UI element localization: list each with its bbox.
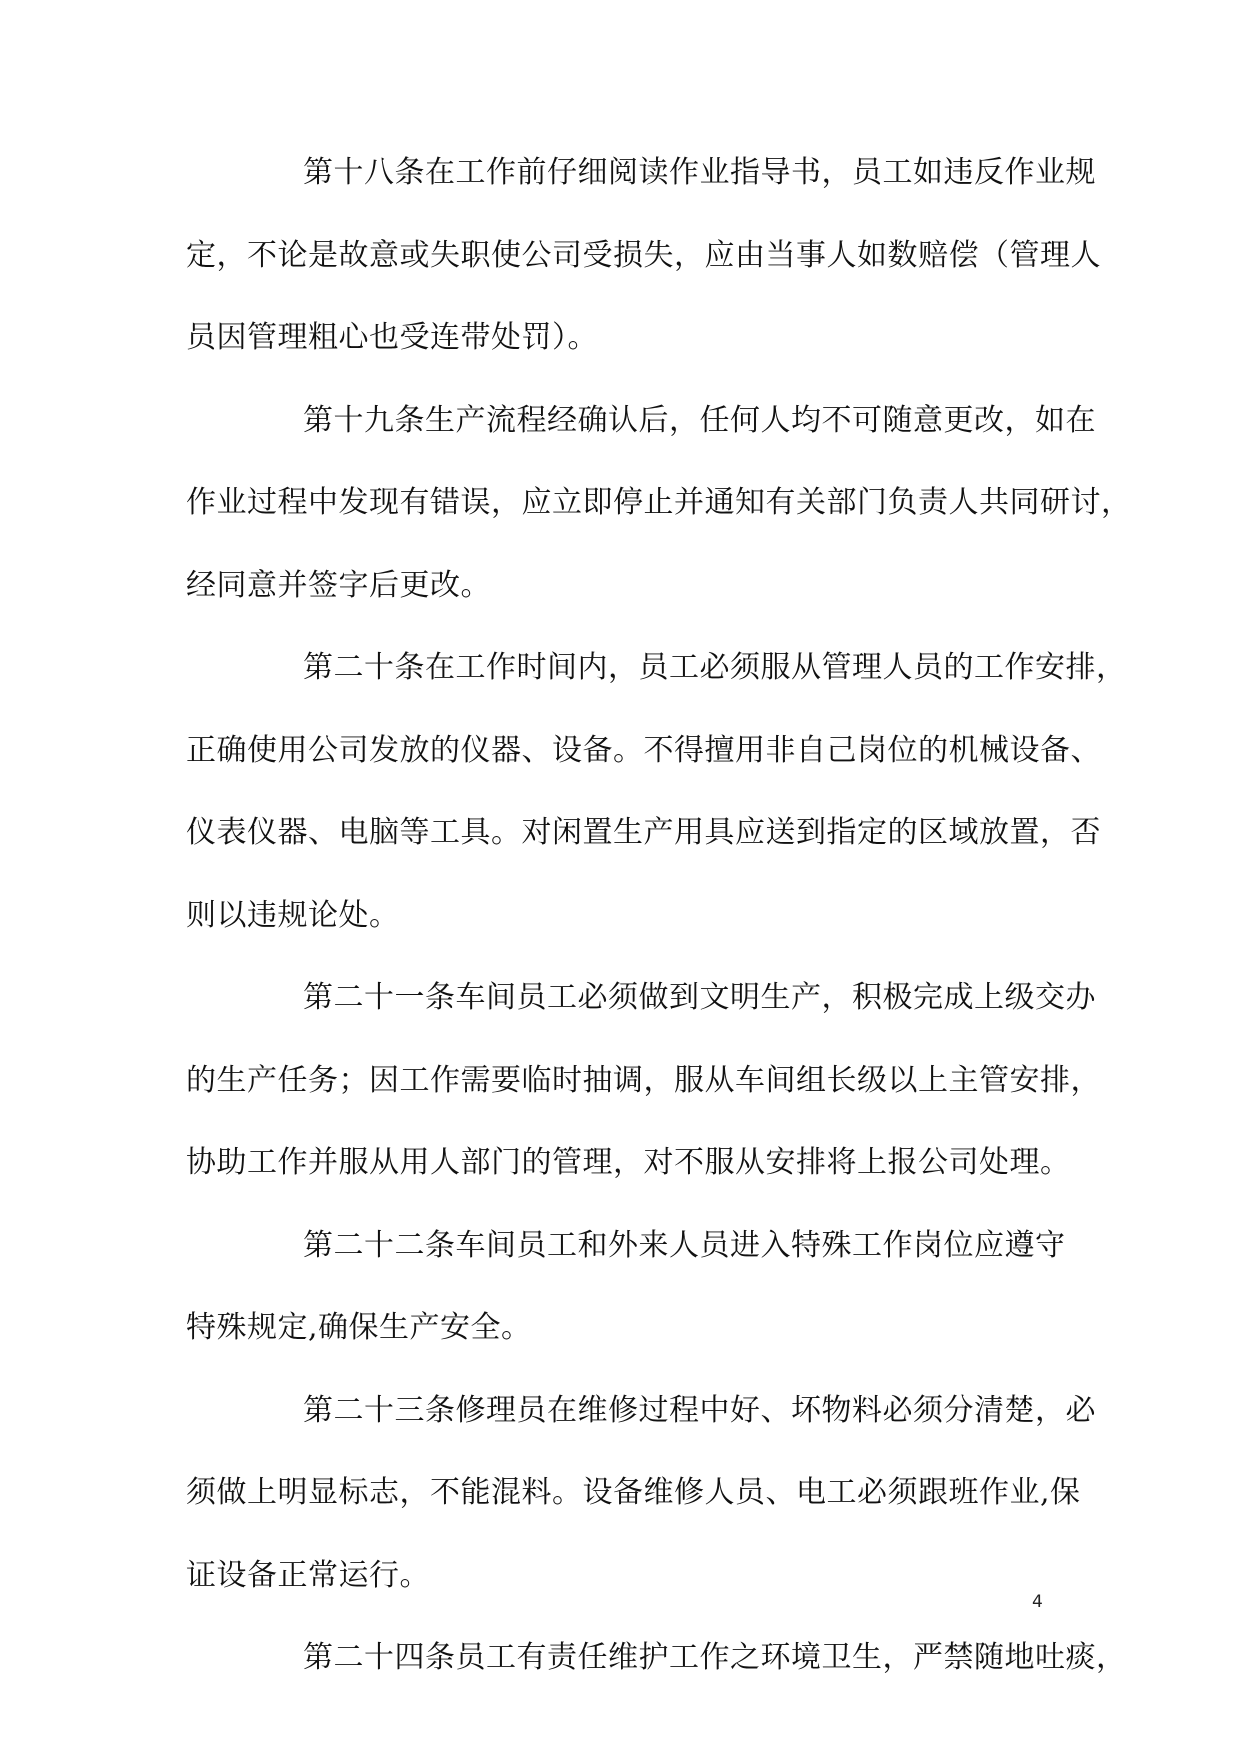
article-21-line-3: 协助工作并服从用人部门的管理，对不服从安排将上报公司处理。 — [186, 1145, 1071, 1180]
article-18-line-1: 第十八条在工作前仔细阅读作业指导书，员工如违反作业规 — [303, 155, 1096, 190]
article-22-line-1: 第二十二条车间员工和外来人员进入特殊工作岗位应遵守 — [303, 1227, 1066, 1263]
page-number: 4 — [1032, 1592, 1043, 1612]
article-19-line-2: 作业过程中发现有错误，应立即停止并通知有关部门负责人共同研讨， — [186, 485, 1132, 520]
article-23-line-1: 第二十三条修理员在维修过程中好、坏物料必须分清楚，必 — [303, 1392, 1096, 1428]
article-21-line-2: 的生产任务；因工作需要临时抽调，服从车间组长级以上主管安排， — [186, 1062, 1101, 1098]
article-24-line-1: 第二十四条员工有责任维护工作之环境卫生，严禁随地吐痰， — [303, 1640, 1127, 1675]
article-18-line-3: 员因管理粗心也受连带处罚）。 — [186, 320, 598, 355]
article-19-line-3: 经同意并签字后更改。 — [186, 567, 491, 603]
article-20-line-2: 正确使用公司发放的仪器、设备。不得擅用非自己岗位的机械设备、 — [186, 732, 1101, 768]
article-21-line-1: 第二十一条车间员工必须做到文明生产，积极完成上级交办 — [303, 980, 1096, 1015]
article-22-line-2: 特殊规定,确保生产安全。 — [186, 1310, 532, 1345]
article-19-line-1: 第十九条生产流程经确认后，任何人均不可随意更改，如在 — [303, 402, 1096, 438]
article-20-line-4: 则以违规论处。 — [186, 897, 400, 933]
document-body — [186, 140, 1132, 1708]
article-23-line-3: 证设备正常运行。 — [186, 1557, 430, 1593]
article-18-line-2: 定，不论是故意或失职使公司受损失，应由当事人如数赔偿（管理人 — [186, 237, 1101, 273]
article-20-line-1: 第二十条在工作时间内，员工必须服从管理人员的工作安排， — [303, 650, 1127, 685]
article-20-line-3: 仪表仪器、电脑等工具。对闲置生产用具应送到指定的区域放置，否 — [186, 815, 1101, 850]
article-23-line-2: 须做上明显标志，不能混料。设备维修人员、电工必须跟班作业,保 — [186, 1475, 1081, 1510]
